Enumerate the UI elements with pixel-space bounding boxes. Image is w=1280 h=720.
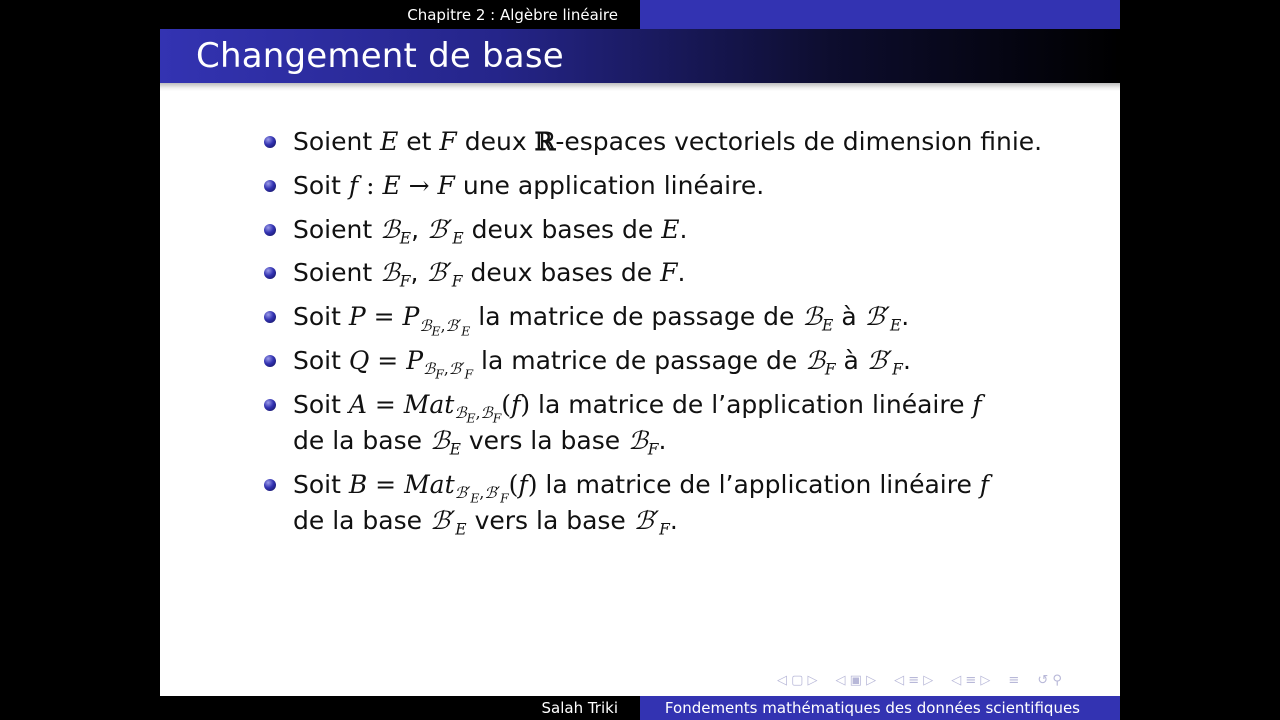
list-item — [263, 467, 1053, 539]
math-subscript: F — [451, 272, 463, 291]
math-subscript: E — [889, 316, 902, 335]
math-symbol: ( — [501, 389, 512, 419]
math-symbol: P — [348, 302, 366, 332]
math-symbol: Mat — [403, 389, 455, 419]
math-subscript — [454, 404, 502, 426]
item-text: et — [398, 127, 440, 156]
list-item — [263, 299, 1053, 338]
math-subscript — [423, 360, 474, 382]
item-text: , — [411, 214, 427, 244]
math-symbol: = — [365, 302, 403, 332]
math-subscript: E — [455, 520, 467, 538]
item-text: . — [677, 258, 686, 288]
math-symbol: ℬ′ — [864, 302, 890, 332]
math-symbol: ℬ′ — [454, 484, 471, 502]
math-subscript: F — [464, 366, 474, 382]
item-text: une application linéaire. — [454, 170, 765, 200]
item-text: Soit — [293, 345, 349, 375]
beamer-navigation — [777, 671, 1062, 689]
math-symbol: ℬ′ — [426, 214, 453, 244]
math-subscript — [419, 316, 471, 338]
math-subscript: E — [822, 316, 834, 335]
math-subscript — [454, 484, 509, 506]
math-subscript: F — [492, 410, 502, 426]
item-text: . — [658, 425, 667, 455]
footline-bar — [160, 696, 1120, 720]
item-text: . — [902, 345, 911, 375]
math-symbol: = — [369, 345, 407, 375]
math-subscript: E — [399, 229, 412, 248]
title-shadow — [160, 83, 1120, 91]
list-item — [263, 168, 1053, 204]
math-symbol: ℬ — [454, 404, 467, 423]
math-symbol: f — [348, 170, 359, 200]
math-symbol: A — [348, 389, 367, 419]
math-symbol: = — [366, 389, 404, 419]
math-symbol: ℝ — [534, 127, 556, 156]
item-text: . — [679, 214, 688, 244]
math-symbol: E — [382, 170, 401, 200]
bullet-icon — [264, 479, 276, 491]
math-symbol: B — [348, 469, 368, 499]
math-subscript: F — [500, 490, 509, 506]
list-item — [263, 343, 1053, 382]
math-symbol: ℬ — [380, 258, 400, 288]
bullet-icon — [264, 224, 276, 236]
item-text: , — [410, 258, 427, 288]
nav-frame-icon[interactable]: ◁ ▢ ▷ — [777, 672, 818, 688]
math-subscript: F — [399, 272, 411, 291]
math-symbol: ℬ′ — [426, 258, 452, 288]
math-symbol: = — [367, 469, 405, 499]
math-symbol: ℬ′ — [448, 360, 465, 379]
math-symbol: : — [358, 170, 383, 200]
math-symbol: ℬ — [805, 345, 825, 375]
math-symbol: ( — [508, 469, 519, 499]
math-symbol: ℬ′ — [445, 316, 462, 335]
item-text: Soit — [293, 170, 349, 200]
math-subscript: E — [449, 440, 461, 459]
slide — [160, 0, 1120, 720]
list-item — [263, 387, 1053, 459]
nav-section-icon[interactable]: ◁ ≡ ▷ — [894, 672, 934, 688]
item-text: de la base — [293, 425, 430, 455]
bullet-icon — [264, 355, 276, 367]
math-symbol: ℬ — [480, 404, 493, 423]
math-symbol: P — [406, 345, 424, 375]
section-label: Chapitre 2 : Algèbre linéaire — [160, 0, 640, 29]
frame-title: Changement de base — [196, 36, 564, 76]
list-item — [263, 255, 1053, 291]
item-text: Soit — [293, 469, 349, 499]
math-subscript: E — [461, 322, 471, 338]
math-symbol: E — [380, 127, 399, 156]
item-text: Soit — [293, 389, 349, 419]
nav-search-icon[interactable]: ↺ ⚲ — [1037, 672, 1062, 688]
math-subscript: E — [466, 410, 476, 426]
math-symbol: ℬ — [628, 425, 648, 455]
frame-title-bar — [160, 29, 1120, 83]
item-text: Soient — [293, 127, 381, 156]
math-symbol: ℬ′ — [633, 505, 660, 535]
item-text: . — [901, 302, 910, 332]
math-symbol: , — [443, 360, 449, 379]
math-symbol: , — [479, 484, 485, 502]
math-symbol: , — [440, 316, 446, 335]
math-subscript: F — [824, 360, 836, 379]
math-symbol: ℬ — [802, 302, 823, 332]
math-symbol: ) — [527, 469, 538, 499]
item-text: Soient — [293, 214, 381, 244]
bullet-icon — [264, 136, 276, 148]
math-symbol: Mat — [404, 469, 455, 499]
math-symbol: ℬ′ — [866, 345, 893, 375]
math-subscript: E — [431, 322, 441, 338]
math-symbol: ℬ — [423, 360, 436, 379]
item-text: la matrice de passage de — [470, 302, 803, 332]
author-label: Salah Triki — [160, 696, 640, 720]
item-text: . — [669, 505, 678, 535]
bullet-icon — [264, 180, 276, 192]
item-text: de la base — [293, 505, 430, 535]
course-title: Fondements mathématiques des données scientifiques — [640, 696, 1120, 720]
item-text: deux bases de — [463, 214, 662, 244]
bullet-icon — [264, 399, 276, 411]
bullet-icon — [264, 311, 276, 323]
item-text: la matrice de l’application linéaire — [530, 389, 973, 419]
item-text: vers la base — [460, 425, 629, 455]
math-symbol: f — [972, 389, 982, 419]
item-text: la matrice de passage de — [473, 345, 806, 375]
item-text: deux — [456, 127, 535, 156]
math-symbol: f — [979, 469, 990, 499]
math-symbol: ℬ′ — [484, 484, 501, 502]
math-symbol: ℬ — [419, 316, 432, 335]
math-subscript: E — [470, 490, 480, 506]
nav-subsubsection-icon[interactable]: ◁ ≡ ▷ — [951, 672, 991, 688]
math-symbol: F — [439, 127, 457, 156]
nav-align-icon[interactable]: ≡ — [1008, 672, 1020, 688]
math-subscript: E — [452, 229, 464, 248]
item-text: à — [833, 302, 865, 332]
nav-subsection-icon[interactable]: ◁ ▣ ▷ — [835, 672, 877, 688]
math-symbol: ℬ′ — [429, 505, 456, 535]
list-item — [263, 212, 1053, 248]
math-symbol: F — [437, 170, 455, 200]
math-symbol: → — [400, 170, 438, 200]
list-item — [263, 124, 1053, 160]
math-subscript: F — [659, 520, 670, 538]
math-symbol: ℬ — [380, 214, 400, 244]
item-text: Soit — [293, 302, 349, 332]
math-symbol: E — [661, 214, 680, 244]
item-text: Soient — [293, 258, 381, 288]
math-symbol: f — [511, 389, 521, 419]
math-subscript: F — [892, 360, 903, 379]
math-symbol: F — [660, 258, 678, 288]
math-symbol: Q — [348, 345, 370, 375]
math-subscript: F — [647, 440, 659, 459]
math-symbol: , — [475, 404, 481, 423]
math-symbol: ℬ — [429, 425, 450, 455]
item-text: la matrice de l’application linéaire — [537, 469, 980, 499]
math-symbol: f — [518, 469, 528, 499]
bullet-icon — [264, 267, 276, 279]
bullet-list — [263, 124, 1053, 546]
math-symbol: ) — [520, 389, 531, 419]
math-symbol: P — [402, 302, 420, 332]
headline-bar — [160, 0, 1120, 29]
math-subscript: F — [435, 366, 444, 382]
item-text: vers la base — [466, 505, 634, 535]
item-text: à — [835, 345, 867, 375]
item-text: -espaces vectoriels de dimension finie. — [555, 127, 1043, 156]
item-text: deux bases de — [462, 258, 661, 288]
headline-right-panel — [640, 0, 1120, 29]
